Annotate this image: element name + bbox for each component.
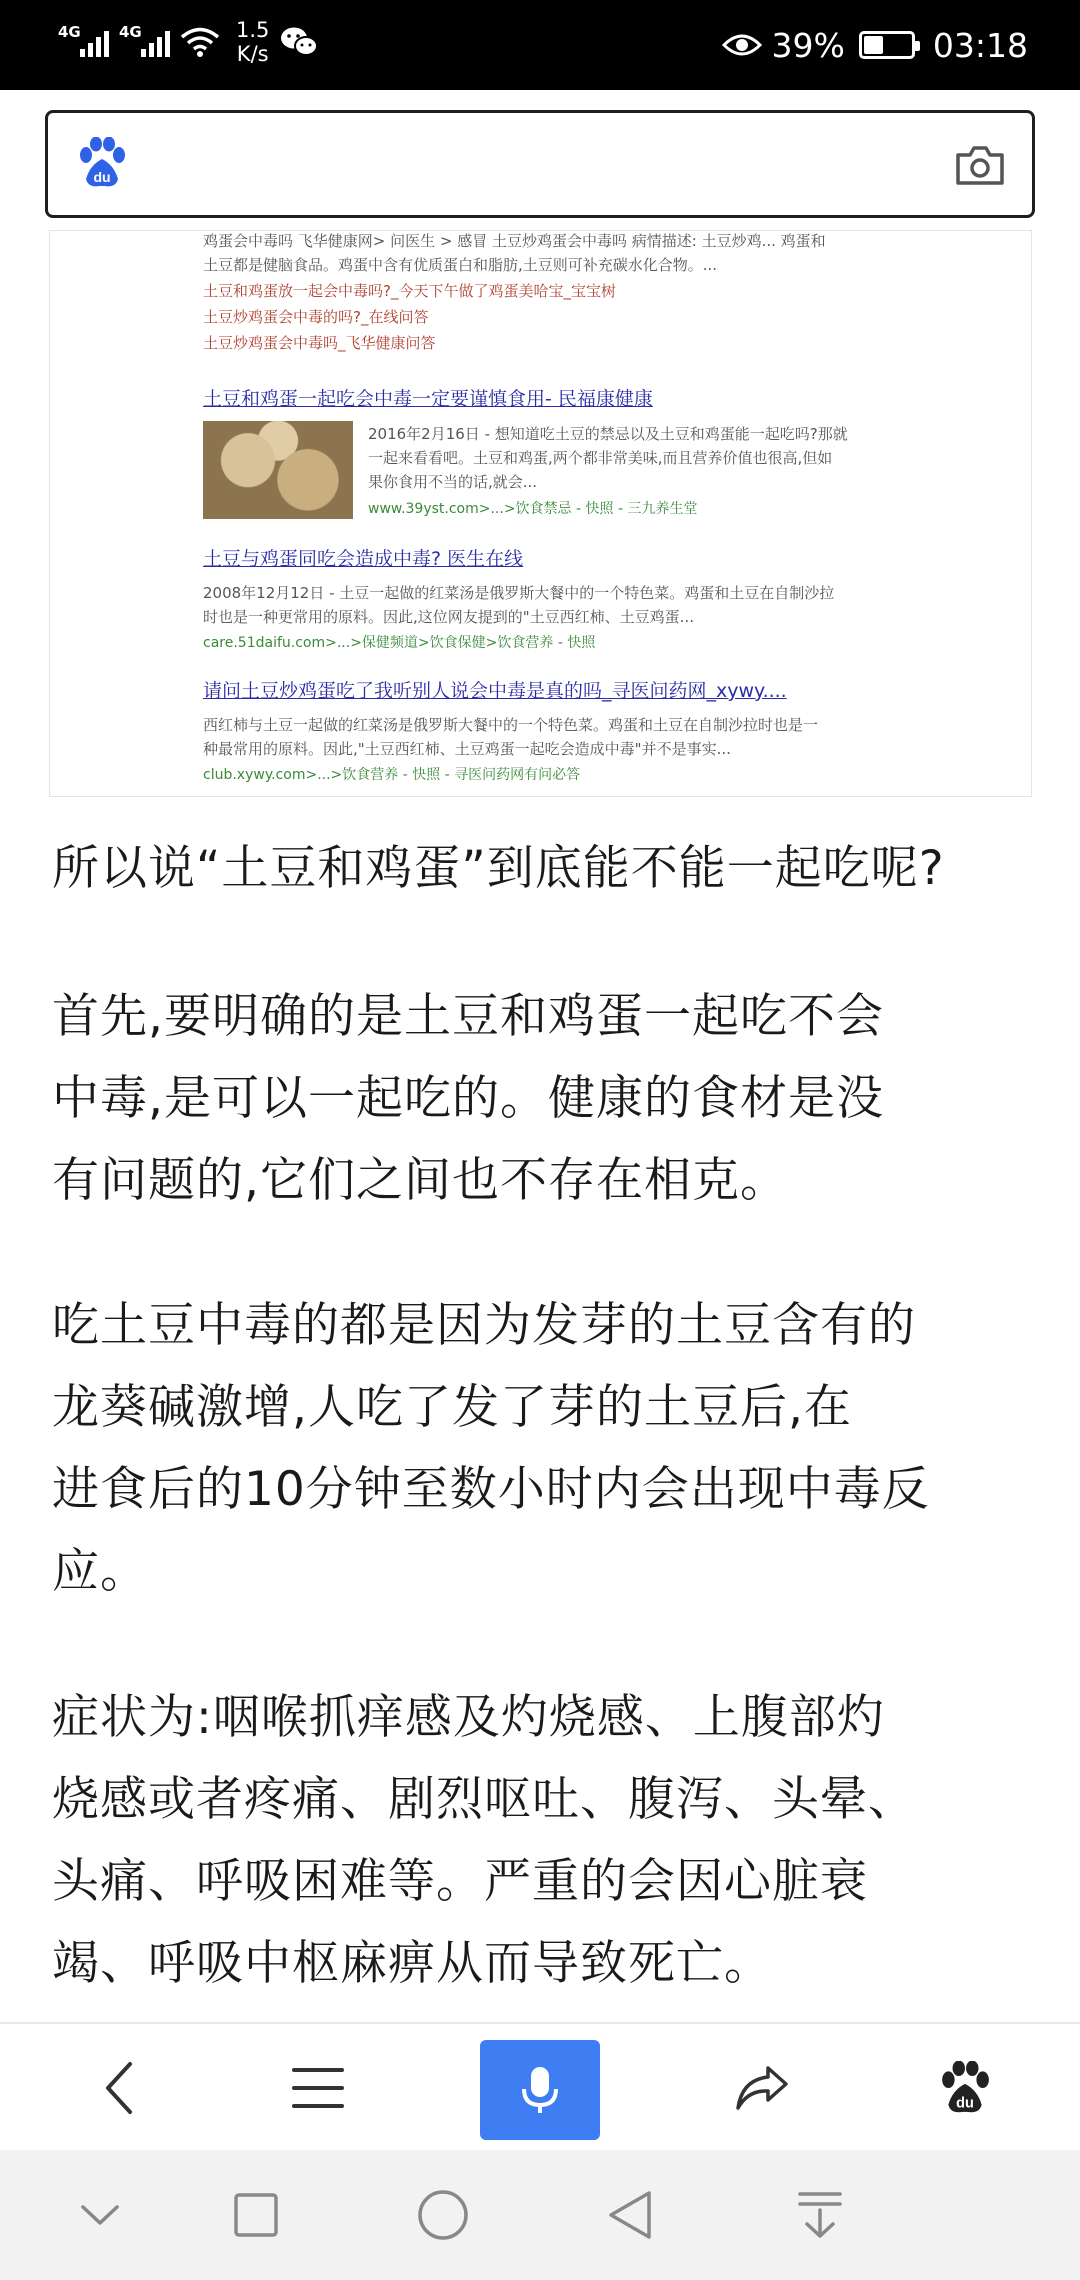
logo-text: du [956,2095,974,2112]
result-snippet-line: 鸡蛋会中毒吗 飞华健康网> 问医生 > 感冒 土豆炒鸡蛋会中毒吗 病情描述: 土豆炒鸡... 鸡蛋和 [203,232,826,250]
result-title: 土豆和鸡蛋一起吃会中毒一定要谨慎食用- 民福康健康 [203,388,653,410]
microphone-icon [520,2065,560,2115]
notification-drawer-button[interactable] [770,2150,870,2280]
camera-icon[interactable] [954,143,1006,187]
potato-thumbnail [203,421,353,519]
result-title: 请问土豆炒鸡蛋吃了我听别人说会中毒是真的吗_寻医问药网_xywy.... [203,680,787,702]
home-icon [417,2189,469,2241]
signal-icon [58,23,109,57]
clock: 03:18 [932,25,1028,65]
system-nav-bar [0,2150,1080,2280]
notification-drawer-icon [797,2190,843,2240]
article-paragraph-1: 所以说“土豆和鸡蛋”到底能不能一起吃呢? [52,841,945,896]
paragraph-line: 头痛、呼吸困难等。严重的会因心脏衰 [52,1854,868,1909]
result-title: 土豆与鸡蛋同吃会造成中毒? 医生在线 [203,548,524,570]
collapse-nav-button[interactable] [50,2150,150,2280]
related-link: 土豆炒鸡蛋会中毒吗_飞华健康问答 [203,334,436,352]
article-paragraph-3 [52,1285,1037,1613]
article-paragraph-4 [52,1677,1037,2005]
baidu-paw-icon [940,2061,990,2115]
result-snippet-line: 果你食用不当的话,就会... [368,473,538,491]
paragraph-line: 首先,要明确的是土豆和鸡蛋一起吃不会 [52,989,884,1044]
paragraph-line: 中毒,是可以一起吃的。健康的食材是没 [52,1071,884,1126]
speed-unit: K/s [236,42,269,66]
signal-icon [119,23,170,57]
back-button[interactable] [70,2024,170,2152]
baidu-home-button[interactable] [915,2024,1015,2152]
result-url: www.39yst.com>...>饮食禁忌 - 快照 - 三九养生堂 [368,501,698,517]
related-link: 土豆和鸡蛋放一起会中毒吗?_今天下午做了鸡蛋美哈宝_宝宝树 [203,282,616,300]
search-bar[interactable] [45,110,1035,218]
speed-value: 1.5 [236,18,270,42]
embedded-search-results-image [49,230,1032,797]
baidu-paw-icon[interactable] [78,137,126,189]
share-button[interactable] [712,2024,812,2152]
result-snippet-line: 一起来看看吧。土豆和鸡蛋,两个都非常美味,而且营养价值也很高,但如 [368,449,833,467]
network-speed [236,18,269,66]
battery-level [864,36,884,54]
back-icon [100,2060,140,2116]
logo-text: du [93,169,111,185]
recents-icon [233,2192,279,2238]
network-type-2: 4G [119,23,142,41]
wifi-icon [180,26,220,58]
battery-percent: 39% [771,25,845,65]
chevron-down-icon [80,2203,120,2227]
voice-search-button[interactable] [480,2040,600,2140]
status-right [722,0,1028,90]
paragraph-line: 进食后的10分钟至数小时内会出现中毒反 [52,1462,930,1517]
system-back-button[interactable] [580,2150,680,2280]
recents-button[interactable] [206,2150,306,2280]
paragraph-line: 龙葵碱激增,人吃了发了芽的土豆后,在 [52,1380,852,1435]
result-url: club.xywy.com>...>饮食营养 - 快照 - 寻医问药网有问必答 [203,767,581,783]
related-link: 土豆炒鸡蛋会中毒的吗?_在线问答 [203,308,429,326]
status-left [58,18,319,66]
browser-toolbar [0,2022,1080,2150]
paragraph-line: 症状为:咽喉抓痒感及灼烧感、上腹部灼 [52,1690,885,1745]
paragraph-line: 烧感或者疼痛、剧烈呕吐、腹泻、头晕、 [52,1772,916,1827]
menu-icon [292,2066,344,2110]
paragraph-line: 竭、呼吸中枢麻痹从而导致死亡。 [52,1936,772,1991]
result-url: care.51daifu.com>...>保健频道>饮食保健>饮食营养 - 快照 [203,635,596,651]
paragraph-line: 有问题的,它们之间也不存在相克。 [52,1153,788,1208]
status-bar [0,0,1080,90]
result-snippet-line: 种最常用的原料。因此,"土豆西红柿、土豆鸡蛋一起吃会造成中毒"并不是事实... [203,740,731,758]
back-icon [607,2189,653,2241]
menu-button[interactable] [268,2024,368,2152]
wechat-icon [279,25,319,59]
network-type-1: 4G [58,23,81,41]
result-snippet-line: 土豆都是健脑食品。鸡蛋中含有优质蛋白和脂肪,土豆则可补充碳水化合物。... [203,256,718,274]
paragraph-line: 吃土豆中毒的都是因为发芽的土豆含有的 [52,1298,916,1353]
result-snippet-line: 2016年2月16日 - 想知道吃土豆的禁忌以及土豆和鸡蛋能一起吃吗?那就 [368,425,848,443]
home-button[interactable] [393,2150,493,2280]
search-input[interactable] [158,133,878,197]
eye-icon [722,31,762,59]
result-snippet-line: 西红柿与土豆一起做的红菜汤是俄罗斯大餐中的一个特色菜。鸡蛋和土豆在自制沙拉时也是一 [203,716,819,734]
share-icon [734,2064,790,2112]
article-paragraph-2 [52,976,1037,1222]
battery-icon [859,31,915,59]
result-snippet-line: 2008年12月12日 - 土豆一起做的红菜汤是俄罗斯大餐中的一个特色菜。鸡蛋和土豆在自制沙拉 [203,584,835,602]
paragraph-line: 应。 [52,1544,148,1599]
result-snippet-line: 时也是一种更常用的原料。因此,这位网友提到的"土豆西红柿、土豆鸡蛋... [203,608,694,626]
